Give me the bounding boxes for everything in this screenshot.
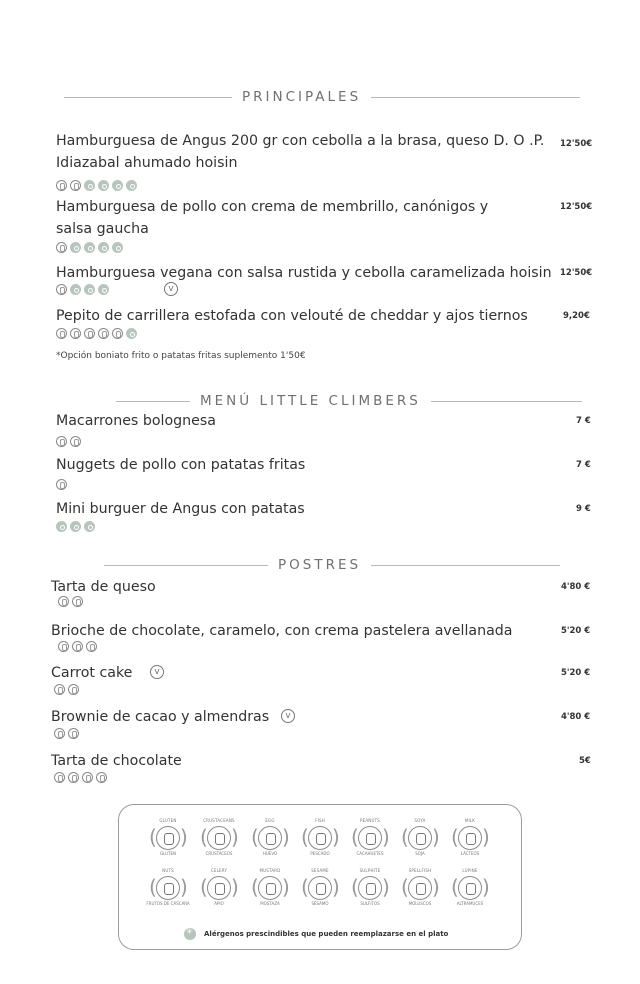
dish-chicken-burger <box>56 196 556 240</box>
gluten-icon <box>56 479 67 490</box>
side-supplement-note: *Opción boniato frito o patatas fritas suplemento 1'50€ <box>56 351 306 361</box>
milk-icon <box>126 180 137 191</box>
legend-label-en: EGG <box>265 818 275 823</box>
celery-icon <box>112 180 123 191</box>
fish-icon <box>70 328 81 339</box>
legend-label-es: PESCADO <box>310 851 330 856</box>
dish-angus-burger <box>56 130 556 174</box>
sesame-icon <box>84 284 95 295</box>
dish-vegan-burger: Hamburguesa vegana con salsa rustida y cebolla caramelizada hoisin <box>56 265 552 281</box>
egg-icon <box>84 521 95 532</box>
mustard-icon: MUSTARD ( ) MOSTAZA <box>250 868 290 908</box>
legend-label-en: SESAME <box>311 868 329 873</box>
dish-price: 12'50€ <box>560 268 593 278</box>
legend-label-es: CACAHUETES <box>356 851 384 856</box>
gluten-icon <box>112 328 123 339</box>
legend-label-es: SOJA <box>415 851 425 856</box>
allergen-icons <box>56 242 123 253</box>
mustard-icon <box>70 284 81 295</box>
gluten-icon <box>86 641 97 652</box>
milk-icon <box>70 521 81 532</box>
milk-icon <box>56 328 67 339</box>
sulphite-icon: SULPHITE ( ) SULFITOS <box>350 868 390 908</box>
legend-label-es: MOLUSCOS <box>408 901 432 906</box>
legend-label-en: SULPHITE <box>359 868 381 873</box>
dish-price: 9,20€ <box>563 311 590 321</box>
legend-label-en: MILK <box>464 818 476 823</box>
egg-icon <box>70 180 81 191</box>
legend-label-es: SÉSAMO <box>311 901 329 906</box>
legend-label-es: HUEVO <box>262 851 278 856</box>
dish-price: 4'80 € <box>561 582 591 592</box>
allergen-icons <box>54 728 79 739</box>
legend-label-en: NUTS <box>162 868 174 873</box>
nut-icon: NUTS ( ) FRUTOS DE CÁSCARA <box>148 868 188 908</box>
section-title-text: MENÚ LITTLE CLIMBERS <box>200 393 421 409</box>
mustard-icon <box>70 242 81 253</box>
legend-label-es: LÁCTEOS <box>460 851 480 856</box>
dish-brownie: Brownie de cacao y almendras <box>51 709 270 725</box>
legend-label-es: GLUTEN <box>159 851 177 856</box>
egg-icon: EGG ( ) HUEVO <box>250 818 290 858</box>
dish-price: 7 € <box>576 416 591 426</box>
dish-name-line: Hamburguesa de pollo con crema de membrillo, canónigos y <box>56 199 489 215</box>
vegan-badge: V <box>164 282 178 296</box>
legend-label-en: FISH <box>315 818 325 823</box>
legend-label-en: PEANUTS <box>360 818 380 823</box>
legend-label-en: SPELLFISH <box>408 868 432 873</box>
dish-price: 5€ <box>579 756 591 766</box>
dish-macarrones: Macarrones bolognesa <box>56 413 216 429</box>
section-title-text: PRINCIPALES <box>242 89 362 105</box>
milk-icon: MILK ( ) LÁCTEOS <box>450 818 490 858</box>
dish-name-line: salsa gaucha <box>56 221 149 237</box>
vegan-badge: V <box>281 709 295 723</box>
allergen-icons <box>58 641 97 652</box>
celery-icon <box>112 242 123 253</box>
dish-name-line: Idiazabal ahumado hoisin <box>56 155 238 171</box>
egg-icon <box>84 328 95 339</box>
gluten-icon <box>54 772 65 783</box>
sulphite-icon <box>96 772 107 783</box>
legend-label-es: FRUTOS DE CÁSCARA <box>146 901 190 906</box>
lupine-icon: LUPINE ( ) ALTRAMUCES <box>450 868 490 908</box>
dish-price: 5'20 € <box>561 668 591 678</box>
dish-mini-burguer: Mini burguer de Angus con patatas <box>56 501 305 517</box>
celery-icon <box>98 284 109 295</box>
gluten-icon <box>54 728 65 739</box>
gluten-icon: GLUTEN ( ) GLUTEN <box>148 818 188 858</box>
sesame-icon: SESAME ( ) SÉSAMO <box>300 868 340 908</box>
legend-label-en: SOYA <box>414 818 426 823</box>
legend-label-es: MOSTAZA <box>260 901 280 906</box>
gluten-icon <box>56 436 67 447</box>
allergen-icons <box>56 328 137 339</box>
dish-price: 4'80 € <box>561 712 591 722</box>
allergen-icons <box>58 596 83 607</box>
allergen-icons <box>54 684 79 695</box>
legend-footer <box>184 928 448 940</box>
legend-label-es: APIO <box>214 901 224 906</box>
legend-label-en: GLUTEN <box>159 818 177 823</box>
legend-label-es: SULFITOS <box>360 901 380 906</box>
dish-nuggets: Nuggets de pollo con patatas fritas <box>56 457 306 473</box>
dish-name-line: Hamburguesa de Angus 200 gr con cebolla a la brasa, queso D. O .P. <box>56 133 545 149</box>
sesame-icon <box>84 180 95 191</box>
mustard-icon <box>70 436 81 447</box>
allergen-icons <box>56 284 109 295</box>
legend-label-es: CRUSTÁCEOS <box>205 851 233 856</box>
shrimp-icon: CRUSTACEANS ( ) CRUSTÁCEOS <box>199 818 239 858</box>
celery-icon: CELERY ( ) APIO <box>199 868 239 908</box>
allergen-icons <box>56 479 67 490</box>
peanut-icon: PEANUTS ( ) CACAHUETES <box>350 818 390 858</box>
dish-price: 5'20 € <box>561 626 591 636</box>
allergen-icons <box>56 436 81 447</box>
allergen-icons <box>56 521 95 532</box>
dish-price: 9 € <box>576 504 591 514</box>
celery-icon <box>126 328 137 339</box>
section-title-postres <box>104 557 560 573</box>
dish-pepito: Pepito de carrillera estofada con velouté de cheddar y ajos tiernos <box>56 308 528 324</box>
soy-icon: SOYA ( ) SOJA <box>400 818 440 858</box>
legend-label-en: CELERY <box>210 868 228 873</box>
milk-icon <box>68 772 79 783</box>
milk-icon <box>58 596 69 607</box>
milk-icon <box>84 242 95 253</box>
section-title-text: POSTRES <box>278 557 362 573</box>
egg-icon <box>82 772 93 783</box>
nut-icon <box>68 728 79 739</box>
dish-price: 12'50€ <box>560 202 593 212</box>
milk-icon <box>58 641 69 652</box>
vegan-badge: V <box>150 665 164 679</box>
dish-tarta-queso: Tarta de queso <box>51 579 156 595</box>
dish-price: 7 € <box>576 460 591 470</box>
mollusc-icon: SPELLFISH ( ) MOLUSCOS <box>400 868 440 908</box>
gluten-icon <box>56 284 67 295</box>
mustard-icon <box>98 328 109 339</box>
allergen-icons <box>54 772 107 783</box>
dish-brioche: Brioche de chocolate, caramelo, con crema pastelera avellanada <box>51 623 513 639</box>
sesame-icon <box>98 242 109 253</box>
egg-icon <box>72 596 83 607</box>
allergen-icons <box>56 180 137 191</box>
legend-label-en: CRUSTACEANS <box>203 818 235 823</box>
mustard-icon <box>98 180 109 191</box>
legend-label-es: ALTRAMUCES <box>456 901 484 906</box>
nut-icon <box>68 684 79 695</box>
fish-icon: FISH ( ) PESCADO <box>300 818 340 858</box>
dish-price: 12'50€ <box>560 139 593 149</box>
egg-icon <box>72 641 83 652</box>
legend-label-en: LUPINE <box>462 868 478 873</box>
replaceable-allergen-icon <box>184 928 196 940</box>
egg-icon <box>56 242 67 253</box>
gluten-icon <box>56 180 67 191</box>
gluten-icon <box>54 684 65 695</box>
section-title-little-climbers <box>116 393 582 409</box>
mustard-icon <box>56 521 67 532</box>
legend-label-en: MUSTARD <box>259 868 281 873</box>
legend-footer-text: Alérgenos prescindibles que pueden reemplazarse en el plato <box>204 930 449 938</box>
dish-carrot-cake: Carrot cake <box>51 665 133 681</box>
dish-tarta-chocolate: Tarta de chocolate <box>51 753 182 769</box>
section-title-principales <box>64 89 580 105</box>
